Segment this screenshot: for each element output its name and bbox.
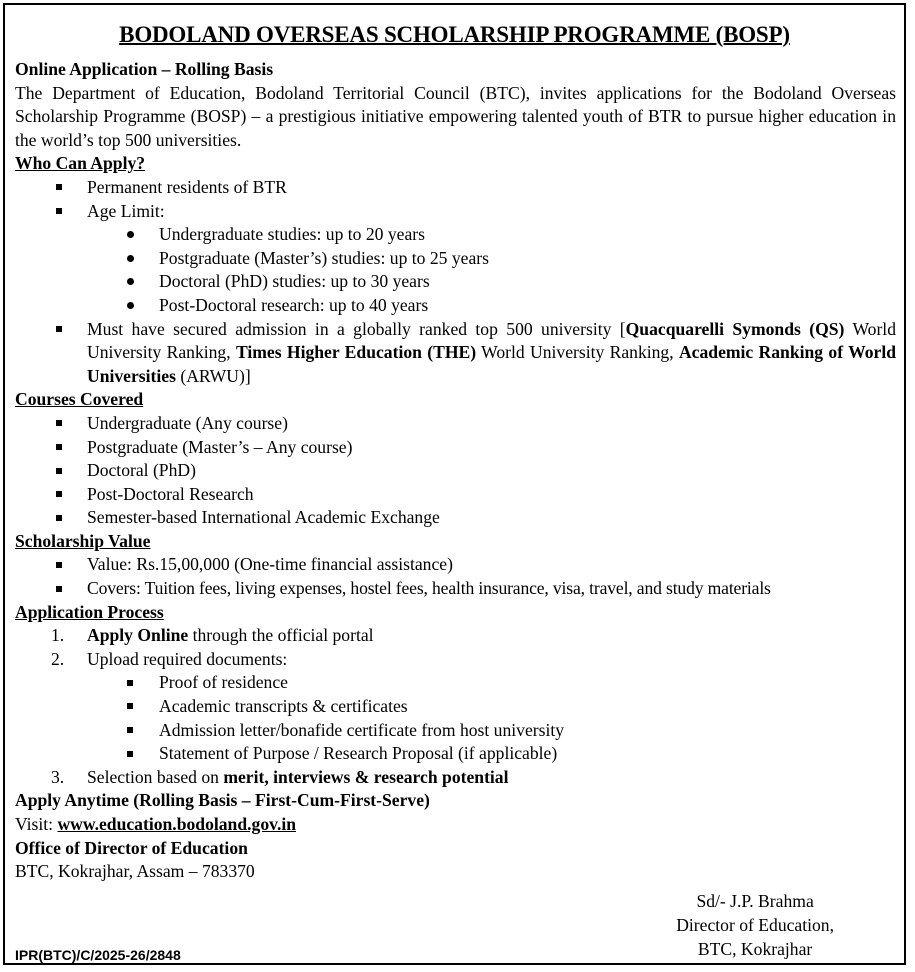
list-item: Post-Doctoral research: up to 40 years xyxy=(15,294,896,318)
round-bullet-icon xyxy=(127,255,134,262)
signature-designation: Director of Education, xyxy=(676,915,834,935)
round-bullet-icon xyxy=(127,302,134,309)
square-bullet-icon xyxy=(56,491,62,497)
square-bullet-icon xyxy=(56,586,62,592)
list-item: Value: Rs.15,00,000 (One-time financial assistance) xyxy=(15,553,896,577)
round-bullet-icon xyxy=(127,278,134,285)
section-heading-process: Application Process xyxy=(15,601,164,622)
list-item: Must have secured admission in a globally ranked top 500 university [Quacquarelli Symonds (QS) World University Ranking, Times Higher Education (THE) World University Ranking, Academic Ranking of World Universities (ARWU)] xyxy=(15,318,896,389)
list-item: Academic transcripts & certificates xyxy=(15,695,896,719)
square-bullet-icon xyxy=(127,680,133,686)
notice-body xyxy=(15,58,896,884)
section-heading-courses: Courses Covered xyxy=(15,389,144,410)
intro-paragraph: The Department of Education, Bodoland Territorial Council (BTC), invites applications for the Bodoland Overseas Scholarship Programme (BOSP) – a prestigious initiative empowering talented youth of BTR to pursue higher education in the world’s top 500 universities. xyxy=(15,82,896,150)
portal-link[interactable]: www.education.bodoland.gov.in xyxy=(57,814,297,834)
list-item: Undergraduate (Any course) xyxy=(15,412,896,436)
square-bullet-icon xyxy=(56,515,62,521)
list-item: Postgraduate (Master’s) studies: up to 25 years xyxy=(15,247,896,271)
list-item: Doctoral (PhD) xyxy=(15,459,896,483)
page-title: BODOLAND OVERSEAS SCHOLARSHIP PROGRAMME (BOSP) xyxy=(119,22,790,47)
list-item: Statement of Purpose / Research Proposal (if applicable) xyxy=(15,742,896,766)
list-item: Post-Doctoral Research xyxy=(15,483,896,507)
list-item: Undergraduate studies: up to 20 years xyxy=(15,223,896,247)
list-item: Age Limit: xyxy=(15,200,896,224)
signature-office: BTC, Kokrajhar xyxy=(697,939,813,959)
square-bullet-icon xyxy=(56,562,62,568)
notice-page xyxy=(3,3,906,965)
subtitle: Online Application – Rolling Basis xyxy=(15,59,274,79)
apply-anytime: Apply Anytime (Rolling Basis – First-Cum-First-Serve) xyxy=(15,790,430,811)
list-item: Postgraduate (Master’s – Any course) xyxy=(15,436,896,460)
list-item: Admission letter/bonafide certificate from host university xyxy=(15,719,896,743)
list-item: 3. Selection based on merit, interviews & research potential xyxy=(51,766,509,787)
list-item: Proof of residence xyxy=(15,671,896,695)
office-name: Office of Director of Education xyxy=(15,837,248,858)
list-item: 2. Upload required documents: xyxy=(51,648,288,669)
signature-name: Sd/- J.P. Brahma xyxy=(696,891,814,911)
round-bullet-icon xyxy=(127,231,134,238)
list-item: Covers: Tuition fees, living expenses, hostel fees, health insurance, visa, travel, and study materials xyxy=(15,577,896,601)
list-item: 1. Apply Online through the official portal xyxy=(51,625,374,646)
section-heading-who: Who Can Apply? xyxy=(15,153,146,174)
list-item: Semester-based International Academic Exchange xyxy=(15,506,896,530)
square-bullet-icon xyxy=(127,703,133,709)
visit-line: Visit: www.education.bodoland.gov.in xyxy=(15,814,297,834)
signature-block xyxy=(676,889,834,961)
square-bullet-icon xyxy=(56,326,62,332)
square-bullet-icon xyxy=(127,751,133,757)
section-heading-value: Scholarship Value xyxy=(15,530,151,551)
list-item: Permanent residents of BTR xyxy=(15,176,896,200)
reference-number: IPR(BTC)/C/2025-26/2848 xyxy=(15,947,181,963)
square-bullet-icon xyxy=(56,420,62,426)
square-bullet-icon xyxy=(56,468,62,474)
list-item: Doctoral (PhD) studies: up to 30 years xyxy=(15,270,896,294)
square-bullet-icon xyxy=(56,208,62,214)
square-bullet-icon xyxy=(56,184,62,190)
office-address: BTC, Kokrajhar, Assam – 783370 xyxy=(15,861,255,882)
square-bullet-icon xyxy=(56,444,62,450)
square-bullet-icon xyxy=(127,727,133,733)
